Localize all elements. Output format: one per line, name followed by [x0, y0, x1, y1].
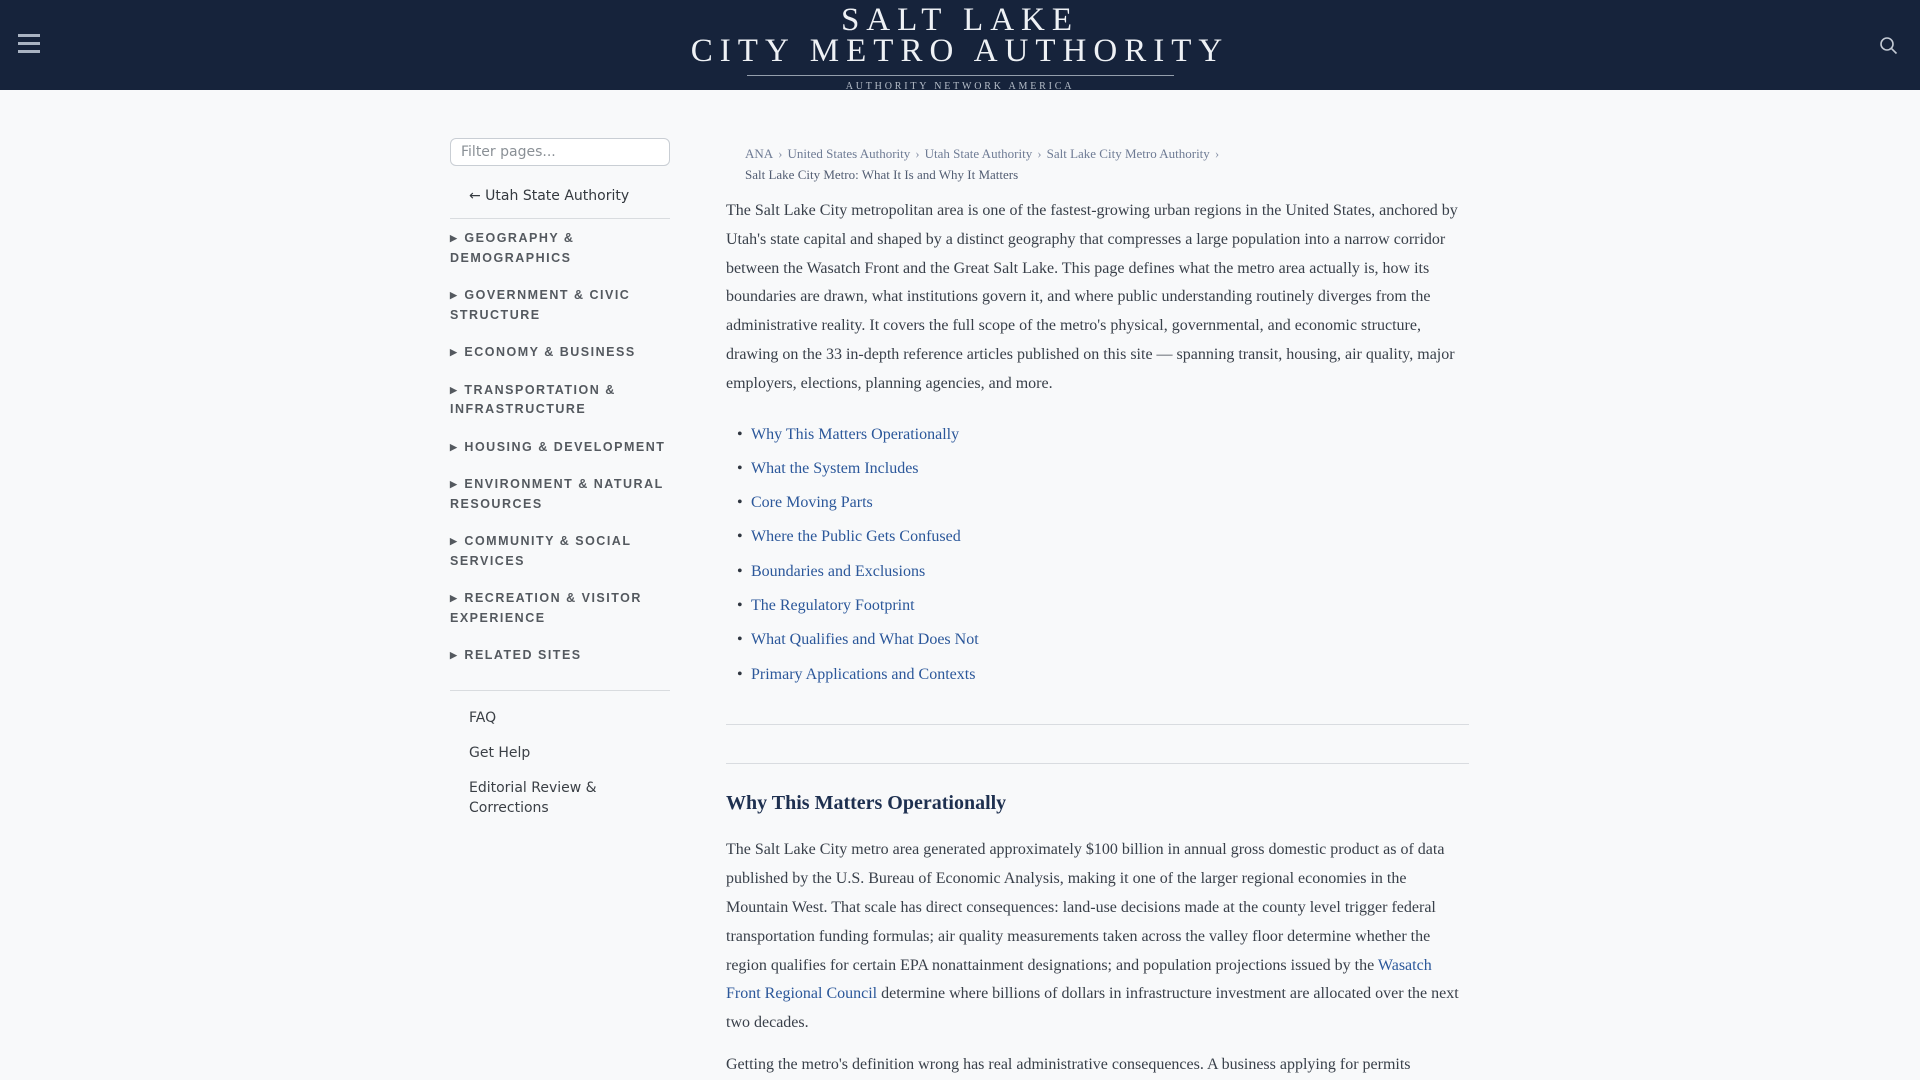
breadcrumb — [726, 143, 1469, 185]
breadcrumb-link-utah-state[interactable]: Utah State Authority — [924, 146, 1033, 161]
section-heading-why-this-matters: Why This Matters Operationally — [726, 792, 1007, 815]
paragraph-text: The Salt Lake City metro area generated approximately $100 billion in annual gross domestic product as of data published by the U.S. Bureau of Economic Analysis, making it one of the larger regional economies in the Mountain West. That scale has direct consequences: land-use decisions made at the county level trigger federal transportation funding formulas; air quality measurements taken across the valley floor determine whether the region qualifies for certain EPA nonattainment designations; and population projections issued by the — [726, 841, 1445, 974]
paragraph-text: determine where billions of dollars in infrastructure investment are allocated over the next two decades. — [726, 985, 1459, 1032]
sidebar-section-label: ECONOMY & BUSINESS — [464, 345, 636, 359]
toc-link-why-this-matters[interactable]: Why This Matters Operationally — [751, 425, 960, 443]
toc-link-public-gets-confused[interactable]: Where the Public Gets Confused — [751, 528, 961, 546]
chevron-right-icon: ▶ — [450, 347, 459, 357]
sidebar-section-label: RELATED SITES — [464, 648, 582, 662]
toc-link-core-moving-parts[interactable]: Core Moving Parts — [751, 494, 873, 512]
chevron-right-icon: ▶ — [450, 593, 459, 603]
breadcrumb-current-page: Salt Lake City Metro: What It Is and Why It Matters — [745, 167, 1019, 182]
sidebar-divider — [450, 690, 670, 691]
sidebar-footer-links — [469, 708, 670, 818]
chevron-right-icon: ▶ — [450, 233, 459, 243]
title-divider — [747, 75, 1174, 76]
chevron-right-icon: ▶ — [450, 384, 459, 395]
sidebar-section-related-sites[interactable] — [450, 646, 670, 666]
sidebar-section-economy-business[interactable] — [450, 343, 670, 363]
back-link-utah-state-authority[interactable]: ← Utah State Authority — [469, 188, 630, 204]
sidebar-section-label: COMMUNITY & SOCIAL SERVICES — [450, 534, 632, 568]
toc-item — [751, 661, 1469, 690]
chevron-right-icon: ▶ — [450, 650, 459, 660]
sidebar-section-government-civic[interactable] — [450, 286, 670, 325]
section-divider — [726, 763, 1469, 764]
intro-paragraph: The Salt Lake City metropolitan area is one of the fastest-growing urban regions in the United States, anchored by Utah's state capital and shaped by a distinct geography that compresses a large population into a narrow corridor between the Wasatch Front and the Great Salt Lake. This page defines what the metro area actually is, how its boundaries are drawn, what institutions govern it, and where public understanding routinely diverges from the administrative reality. It covers the full scope of the metro's physical, governmental, and economic structure, drawing on the 33 in-depth reference articles published on this site — spanning transit, housing, air quality, major employers, elections, planning agencies, and more. — [726, 202, 1458, 392]
toc-link-boundaries-exclusions[interactable]: Boundaries and Exclusions — [751, 562, 926, 580]
toc-item — [751, 558, 1469, 587]
toc-item — [751, 455, 1469, 484]
chevron-right-icon: ▶ — [450, 290, 459, 300]
sidebar-section-housing-development[interactable] — [450, 438, 670, 458]
site-title — [0, 0, 1920, 92]
toc-link-what-qualifies[interactable]: What Qualifies and What Does Not — [751, 631, 979, 649]
sidebar-section-geography-demographics[interactable] — [450, 229, 670, 268]
sidebar-link-faq[interactable]: FAQ — [469, 709, 497, 726]
sidebar-link-editorial-review[interactable]: Editorial Review & Corrections — [469, 779, 597, 816]
sidebar-sections — [450, 229, 670, 666]
breadcrumb-separator: › — [778, 146, 783, 161]
sidebar-section-environment[interactable] — [450, 475, 670, 514]
chevron-right-icon: ▶ — [450, 479, 459, 489]
menu-icon[interactable] — [18, 34, 40, 53]
section-paragraph — [726, 836, 1469, 1038]
breadcrumb-link-united-states[interactable]: United States Authority — [787, 146, 911, 161]
sidebar-link-get-help[interactable]: Get Help — [469, 744, 531, 761]
sidebar-section-community-social[interactable] — [450, 532, 670, 571]
sidebar-section-transportation[interactable] — [450, 381, 670, 420]
filter-pages-input[interactable] — [450, 138, 670, 166]
toc-link-what-system-includes[interactable]: What the System Includes — [751, 459, 919, 477]
chevron-right-icon: ▶ — [450, 536, 459, 546]
toc-item — [751, 523, 1469, 552]
site-title-line2: CITY METRO AUTHORITY — [690, 33, 1230, 69]
toc-item — [751, 592, 1469, 621]
breadcrumb-separator: › — [915, 146, 920, 161]
chevron-right-icon: ▶ — [450, 441, 459, 452]
section-paragraph: Getting the metro's definition wrong has real administrative consequences. A business applying for permits — [726, 1056, 1411, 1074]
breadcrumb-link-slc-metro[interactable]: Salt Lake City Metro Authority — [1046, 146, 1210, 161]
toc-link-primary-applications[interactable]: Primary Applications and Contexts — [751, 665, 976, 683]
breadcrumb-link-ana[interactable]: ANA — [745, 146, 774, 161]
site-title-line1: SALT LAKE — [840, 2, 1080, 38]
sidebar-section-recreation-visitor[interactable] — [450, 589, 670, 628]
sidebar — [450, 90, 670, 833]
toc-item — [751, 421, 1469, 450]
breadcrumb-separator: › — [1037, 146, 1042, 161]
sidebar-section-label: RECREATION & VISITOR EXPERIENCE — [450, 591, 642, 625]
sidebar-section-label: TRANSPORTATION & INFRASTRUCTURE — [450, 382, 616, 416]
site-subtitle: AUTHORITY NETWORK AMERICA — [845, 81, 1075, 92]
section-divider — [726, 724, 1469, 725]
sidebar-divider — [450, 218, 670, 219]
toc-item — [751, 489, 1469, 518]
sidebar-section-label: GEOGRAPHY & DEMOGRAPHICS — [450, 231, 575, 265]
toc-link-regulatory-footprint[interactable]: The Regulatory Footprint — [751, 597, 915, 615]
main-content — [726, 90, 1469, 1080]
link-wasatch-front-regional-council[interactable]: Wasatch Front Regional Council — [726, 956, 1432, 1003]
breadcrumb-separator: › — [1214, 146, 1220, 161]
sidebar-section-label: HOUSING & DEVELOPMENT — [464, 439, 666, 454]
search-icon[interactable] — [1878, 35, 1900, 57]
sidebar-section-label: GOVERNMENT & CIVIC STRUCTURE — [450, 288, 631, 322]
app-header — [0, 0, 1920, 90]
toc-item — [751, 626, 1469, 655]
sidebar-section-label: ENVIRONMENT & NATURAL RESOURCES — [450, 477, 664, 511]
table-of-contents — [726, 421, 1469, 690]
